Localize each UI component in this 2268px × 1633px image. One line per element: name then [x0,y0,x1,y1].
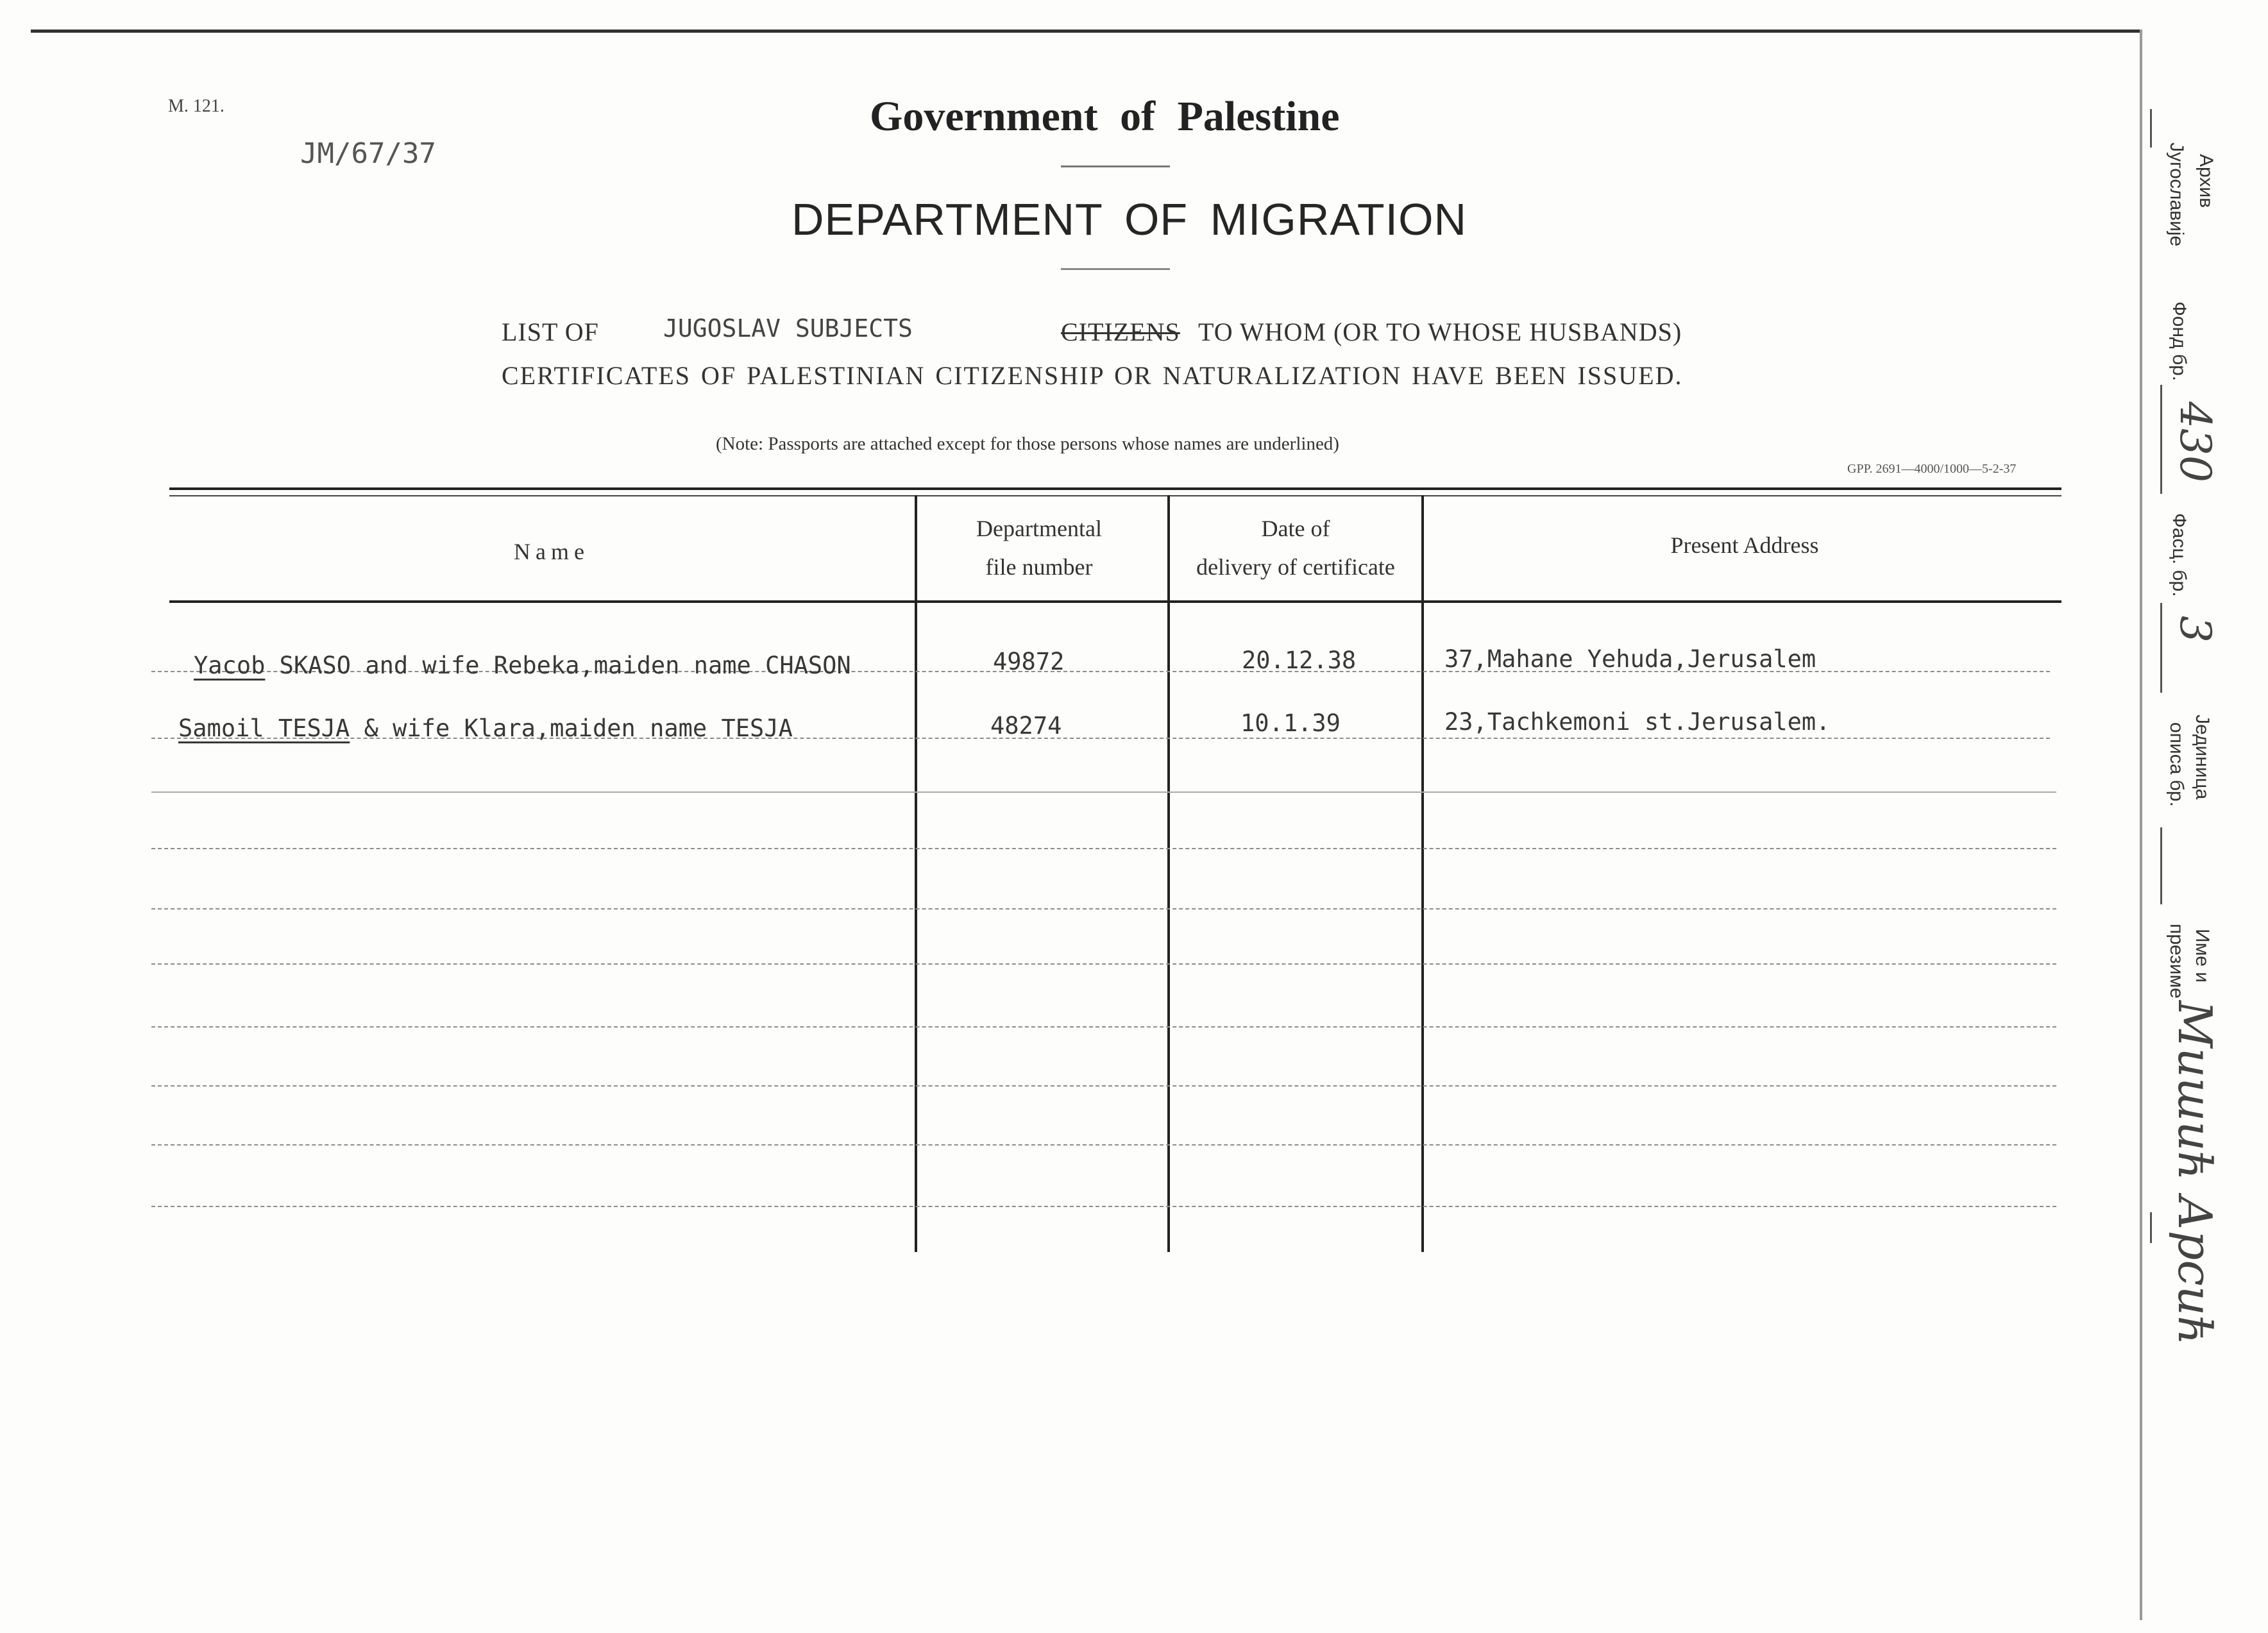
column-divider [1421,495,1424,1252]
table-row-address: 37,Mahane Yehuda,Jerusalem [1444,645,1816,673]
column-header-line: Departmental [976,516,1102,541]
stamp-divider [2150,1212,2152,1243]
stamp-unit-label: Јединица [2192,715,2213,800]
print-code: GPP. 2691—4000/1000—5-2-37 [1847,462,2017,476]
name-rest: and wife Rebeka,maiden name CHASON [351,652,851,679]
stamp-value-line [2160,603,2162,693]
column-header-address: Present Address [1670,532,1819,558]
department-title: DEPARTMENT OF MIGRATION [791,194,1468,244]
stamp-fasc-label: Фасц. бр. [2169,513,2190,597]
surname: SKASO [265,652,351,679]
to-whom-text: TO WHOM (OR TO WHOSE HUSBANDS) [1198,317,1682,346]
form-code: M. 121. [168,96,224,116]
title-divider [1061,165,1170,167]
table-top-rule-2 [169,495,2061,496]
stamp-value-line [2160,385,2162,494]
stamp-divider [2150,109,2152,148]
list-of-label: LIST OF [502,317,599,346]
table-row-name [194,652,851,679]
row-line [151,1026,2056,1028]
table-row-file-number: 48274 [990,712,1062,740]
row-line [151,1085,2056,1087]
column-divider [1167,495,1170,1252]
column-header-line: Date of [1261,516,1330,541]
column-divider [915,495,917,1252]
passport-note: (Note: Passports are attached except for those persons whose names are underlined) [716,434,1339,454]
underlined-name: Samoil TESJA [178,715,350,742]
table-row-date: 10.1.39 [1240,709,1341,737]
row-line [151,908,2056,910]
stamp-fond-label: Фонд бр. [2169,301,2190,382]
stamp-signature: Мишић Арсић [2168,1001,2222,1346]
sheet-right-edge [2140,30,2142,1620]
column-header-name: Name [514,539,589,564]
column-header-date [1167,509,1424,586]
stamp-unit-label-2: описа бр. [2166,722,2187,807]
certificates-line: CERTIFICATES OF PALESTINIAN CITIZENSHIP OR NATURALIZATION HAVE BEEN ISSUED. [502,361,1683,390]
row-line [151,791,2056,793]
stamp-name-label-2: презиме [2166,924,2187,999]
table-row-address: 23,Tachkemoni st.Jerusalem. [1444,708,1831,736]
row-line [151,1144,2056,1146]
header-bottom-rule [169,600,2061,603]
column-header-file-number [917,509,1161,586]
table-row-date: 20.12.38 [1242,647,1357,674]
column-header-line: file number [985,554,1093,580]
row-line [151,1206,2056,1207]
table-row-file-number: 49872 [993,648,1065,675]
stamp-archive: Архив [2196,154,2217,208]
table-row-name [178,715,793,742]
underlined-name: Yacob [194,652,266,679]
sheet-top-edge [31,30,2141,33]
stamp-fond-value: 430 [2171,402,2220,482]
name-rest: & wife Klara,maiden name TESJA [350,715,793,742]
stamp-name-label: Име и [2192,929,2213,983]
government-title: Government of Palestine [870,93,1340,140]
stamp-value-line [2160,827,2162,904]
stamp-fasc-value: 3 [2171,616,2220,643]
subjects-typed: JUGOSLAV SUBJECTS [663,314,913,343]
reference-number: JM/67/37 [300,137,436,170]
struck-word: CITIZENS [1061,317,1180,346]
stamp-country: Југославије [2166,142,2187,247]
table-top-rule [169,487,2061,490]
title-divider [1061,268,1170,270]
row-line [151,848,2056,849]
column-header-line: delivery of certificate [1196,554,1395,580]
row-line [151,963,2056,965]
